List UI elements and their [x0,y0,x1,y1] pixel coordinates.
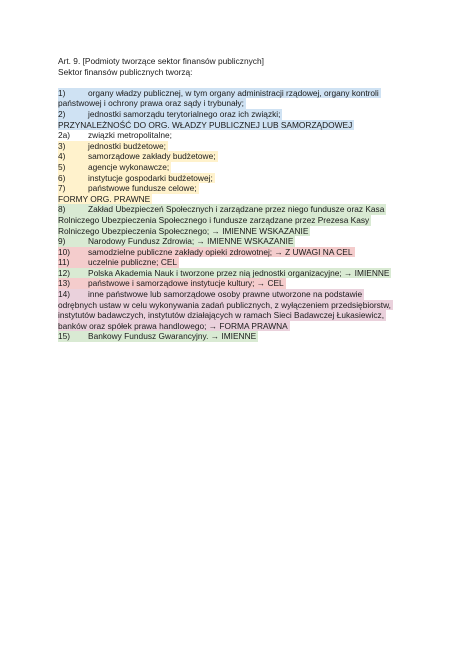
item-text: Narodowy Fundusz Zdrowia; → IMIENNE WSKAZANIE [88,236,294,247]
item-text: Bankowy Fundusz Gwarancyjny. → IMIENNE [88,331,257,342]
item-text: instytucje gospodarki budżetowej; [88,172,213,183]
list-line [58,278,410,289]
article-intro-text: Sektor finansów publicznych tworzą: [58,66,193,77]
item-text: organy władzy publicznej, w tym organy administracji rządowej, organy kontroli [88,87,379,98]
list-line [58,204,410,215]
list-line [58,194,410,205]
item-text: inne państwowe lub samorządowe osoby prawne utworzone na podstawie [88,289,363,300]
item-continuation-text: banków oraz spółek prawa handlowego; → FORMA PRAWNA [58,320,288,331]
item-number: 2) [58,108,66,119]
list-line [58,88,410,99]
item-number: 8) [58,204,66,215]
item-number: 10) [58,246,71,257]
list-line [58,268,410,279]
list-line [58,289,410,300]
list-line [58,109,410,120]
item-continuation-text: Rolniczego Ubezpieczenia Społecznego; → IMIENNE WSKAZANIE [58,225,309,236]
item-number: 11) [58,257,70,268]
list-line [58,162,410,173]
item-text: Zakład Ubezpieczeń Społecznych i zarządzane przez niego fundusze oraz Kasa [88,204,385,215]
list-line [58,173,410,184]
list-line [58,141,410,152]
item-text: samodzielne publiczne zakłady opieki zdrowotnej; → Z UWAGI NA CEL [88,246,353,257]
list-line [58,120,410,131]
item-number: 14) [58,289,71,300]
item-text: samorządowe zakłady budżetowe; [88,151,216,162]
list-line [58,226,410,237]
item-continuation-text: odrębnych ustaw w celu wykonywania zadań publicznych, z wyłączeniem przedsiębiorstw, [58,299,391,310]
item-text: agencje wykonawcze; [88,161,170,172]
item-text: jednostki samorządu terytorialnego oraz ich związki; [88,108,281,119]
item-number: 5) [58,161,66,172]
article-title-text: Art. 9. [Podmioty tworzące sektor finansów publicznych] [58,56,264,66]
list-line [58,98,410,109]
list-line [58,310,410,321]
list-line [58,236,410,247]
list-line [58,257,410,268]
item-continuation-text: instytutów badawczych, instytutów działających w ramach Sieci Badawczej Łukasiewicz, [58,310,385,321]
list-line [58,151,410,162]
item-number: 1) [58,87,66,98]
item-text: uczelnie publiczne; CEL [88,257,178,268]
item-text: związki metropolitalne; [88,130,172,141]
article-title [58,56,410,67]
item-text: państwowe i samorządowe instytucje kultury; → CEL [88,278,284,289]
spacer [58,77,410,88]
list-line [58,247,410,258]
list-line [58,183,410,194]
item-continuation-text: PRZYNALEŻNOŚĆ DO ORG. WŁADZY PUBLICZNEJ LUB SAMORZĄDOWEJ [58,119,353,130]
item-number: 4) [58,151,66,162]
item-continuation-text: państwowej i ochrony prawa oraz sądy i trybunały; [58,98,244,109]
list-line [58,130,410,141]
item-text: jednostki budżetowe; [88,140,166,151]
list-line [58,300,410,311]
item-number: 9) [58,236,66,247]
item-number: 2a) [58,130,71,141]
list-line [58,321,410,332]
item-continuation-text: Rolniczego Ubezpieczenia Społecznego i fundusze zarządzane przez Prezesa Kasy [58,214,370,225]
document-body [58,56,410,342]
item-text: Polska Akademia Nauk i tworzone przez nią jednostki organizacyjne; → IMIENNE [88,267,390,278]
item-number: 12) [58,267,71,278]
list-line [58,331,410,342]
item-number: 3) [58,140,66,151]
item-number: 6) [58,172,66,183]
item-number: 15) [58,331,71,342]
article-intro [58,67,410,78]
item-number: 13) [58,278,71,289]
item-number: 7) [58,183,66,194]
item-continuation-text: FORMY ORG. PRAWNE [58,193,151,204]
list-line [58,215,410,226]
item-text: państwowe fundusze celowe; [88,183,197,194]
article-items [58,88,410,342]
